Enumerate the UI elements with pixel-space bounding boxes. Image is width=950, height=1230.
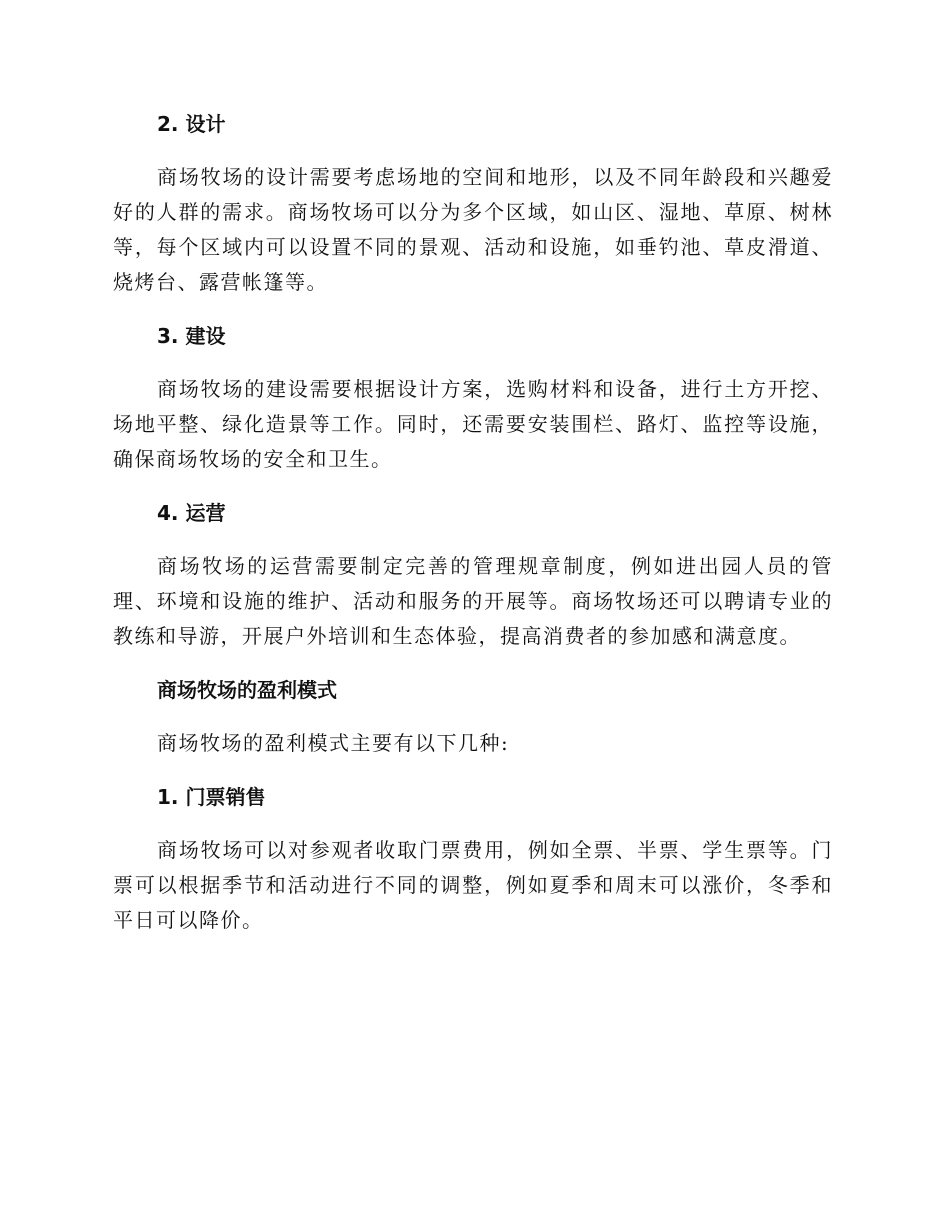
section-heading-operation: 4. 运营 bbox=[157, 501, 226, 525]
section-heading-construction: 3. 建设 bbox=[157, 324, 226, 348]
section-body-operation: 商场牧场的运营需要制定完善的管理规章制度，例如进出园人员的管理、环境和设施的维护、活动和服务的开展等。商场牧场还可以聘请专业的教练和导游，开展户外培训和生态体验，提高消费者的参加感和满意度。 bbox=[113, 554, 833, 648]
profit-model-intro: 商场牧场的盈利模式主要有以下几种: bbox=[157, 731, 510, 755]
section-body-design: 商场牧场的设计需要考虑场地的空间和地形，以及不同年龄段和兴趣爱好的人群的需求。商场牧场可以分为多个区域，如山区、湿地、草原、树林等，每个区域内可以设置不同的景观、活动和设施，如垂钓池、草皮滑道、烧烤台、露营帐篷等。 bbox=[113, 165, 833, 294]
ticket-sales-body: 商场牧场可以对参观者收取门票费用，例如全票、半票、学生票等。门票可以根据季节和活动进行不同的调整，例如夏季和周末可以涨价，冬季和平日可以降价。 bbox=[113, 838, 833, 932]
document-body bbox=[113, 110, 833, 960]
section-body-construction: 商场牧场的建设需要根据设计方案，选购材料和设备，进行土方开挖、场地平整、绿化造景等工作。同时，还需要安装围栏、路灯、监控等设施，确保商场牧场的安全和卫生。 bbox=[113, 377, 833, 471]
section-heading-design: 2. 设计 bbox=[157, 112, 226, 136]
ticket-sales-heading: 1. 门票销售 bbox=[157, 785, 266, 809]
profit-model-heading: 商场牧场的盈利模式 bbox=[157, 678, 337, 702]
